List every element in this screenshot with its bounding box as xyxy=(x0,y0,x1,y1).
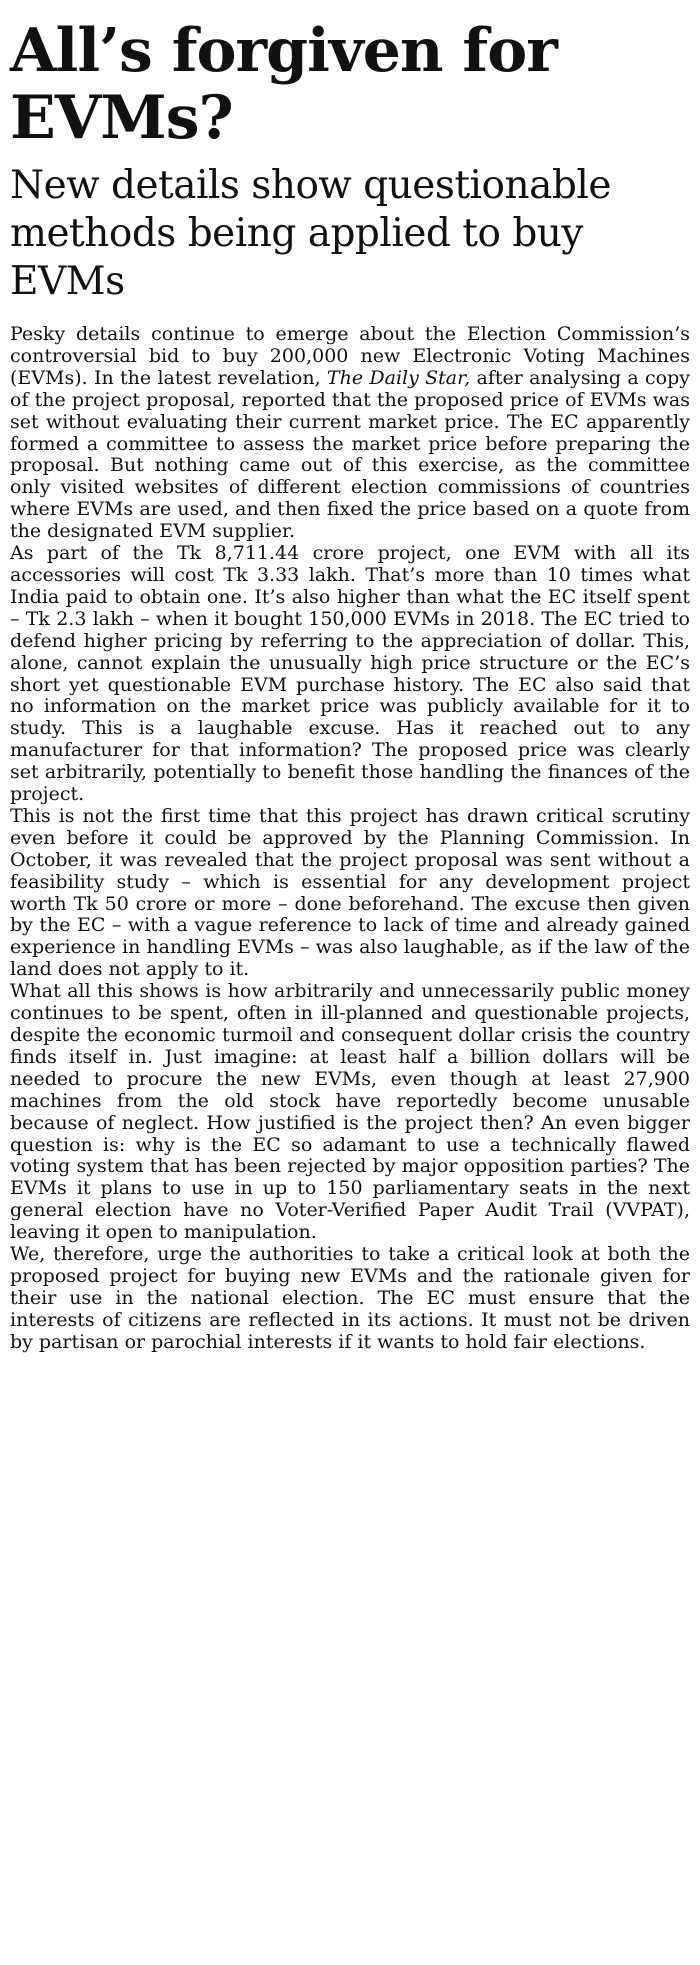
paragraph-5: We, therefore, urge the authorities to take a critical look at both the proposed project for buying new EVMs and the rationale given for their use in the national election. The EC must ensure that the interests of citizens are reflected in its actions. It must not be driven by partisan or parochial interests if it wants to hold fair elections. xyxy=(10,1243,690,1353)
paragraph-1-lead: Pesky details continue to emerge about the Election Commission’s controversial bid to buy 200,000 new Electronic Voting Machines (EVMs). In the latest revelation, xyxy=(10,323,690,389)
paragraph-4: What all this shows is how arbitrarily and unnecessarily public money continues to be spent, often in ill-planned and questionable projects, despite the economic turmoil and consequent dollar crisis the country finds itself in. Just imagine: at least half a billion dollars will be needed to procure the new EVMs, even though at least 27,900 machines from the old stock have reportedly become unusable because of neglect. How justified is the project then? An even bigger question is: why is the EC so adamant to use a technically flawed voting system that has been rejected by major opposition parties? The EVMs it plans to use in up to 150 parliamentary seats in the next general election have no Voter-Verified Paper Audit Trail (VVPAT), leaving it open to manipulation. xyxy=(10,980,690,1244)
headline: All’s forgiven for EVMs? xyxy=(10,16,557,153)
publication-name: The Daily Star, xyxy=(326,366,471,389)
paragraph-1-rest: after analysing a copy of the project proposal, reported that the proposed price of EVMs was set without evaluating their current market price. The EC apparently formed a committee to assess the market price before preparing the proposal. But nothing came out of this exercise, as the committee only visited websites of different election commissions of countries where EVMs are used, and then fixed the price based on a quote from the designated EVM supplier. xyxy=(10,366,690,543)
paragraph-1 xyxy=(10,324,690,543)
article-body xyxy=(10,324,690,1354)
paragraph-3: This is not the first time that this project has drawn critical scrutiny even before it could be approved by the Planning Commission. In October, it was revealed that the project proposal was sent without a feasibility study – which is essential for any development project worth Tk 50 crore or more – done beforehand. The excuse then given by the EC – with a vague reference to lack of time and already gained experience in handling EVMs – was also laughable, as if the law of the land does not apply to it. xyxy=(10,804,690,981)
paragraph-2: As part of the Tk 8,711.44 crore project, one EVM with all its accessories will cost Tk 3.33 lakh. That’s more than 10 times what India paid to obtain one. It’s also higher than what the EC itself spent – Tk 2.3 lakh – when it bought 150,000 EVMs in 2018. The EC tried to defend higher pricing by referring to the appreciation of dollar. This, alone, cannot explain the unusually high price structure or the EC’s short yet questionable EVM purchase history. The EC also said that no information on the market price was publicly available for it to study. This is a laughable excuse. Has it reached out to any manufacturer for that information? The proposed price was clearly set arbitrarily, potentially to benefit those handling the finances of the project. xyxy=(10,542,690,806)
subheadline: New details show questionable methods being applied to buy EVMs xyxy=(10,163,611,304)
